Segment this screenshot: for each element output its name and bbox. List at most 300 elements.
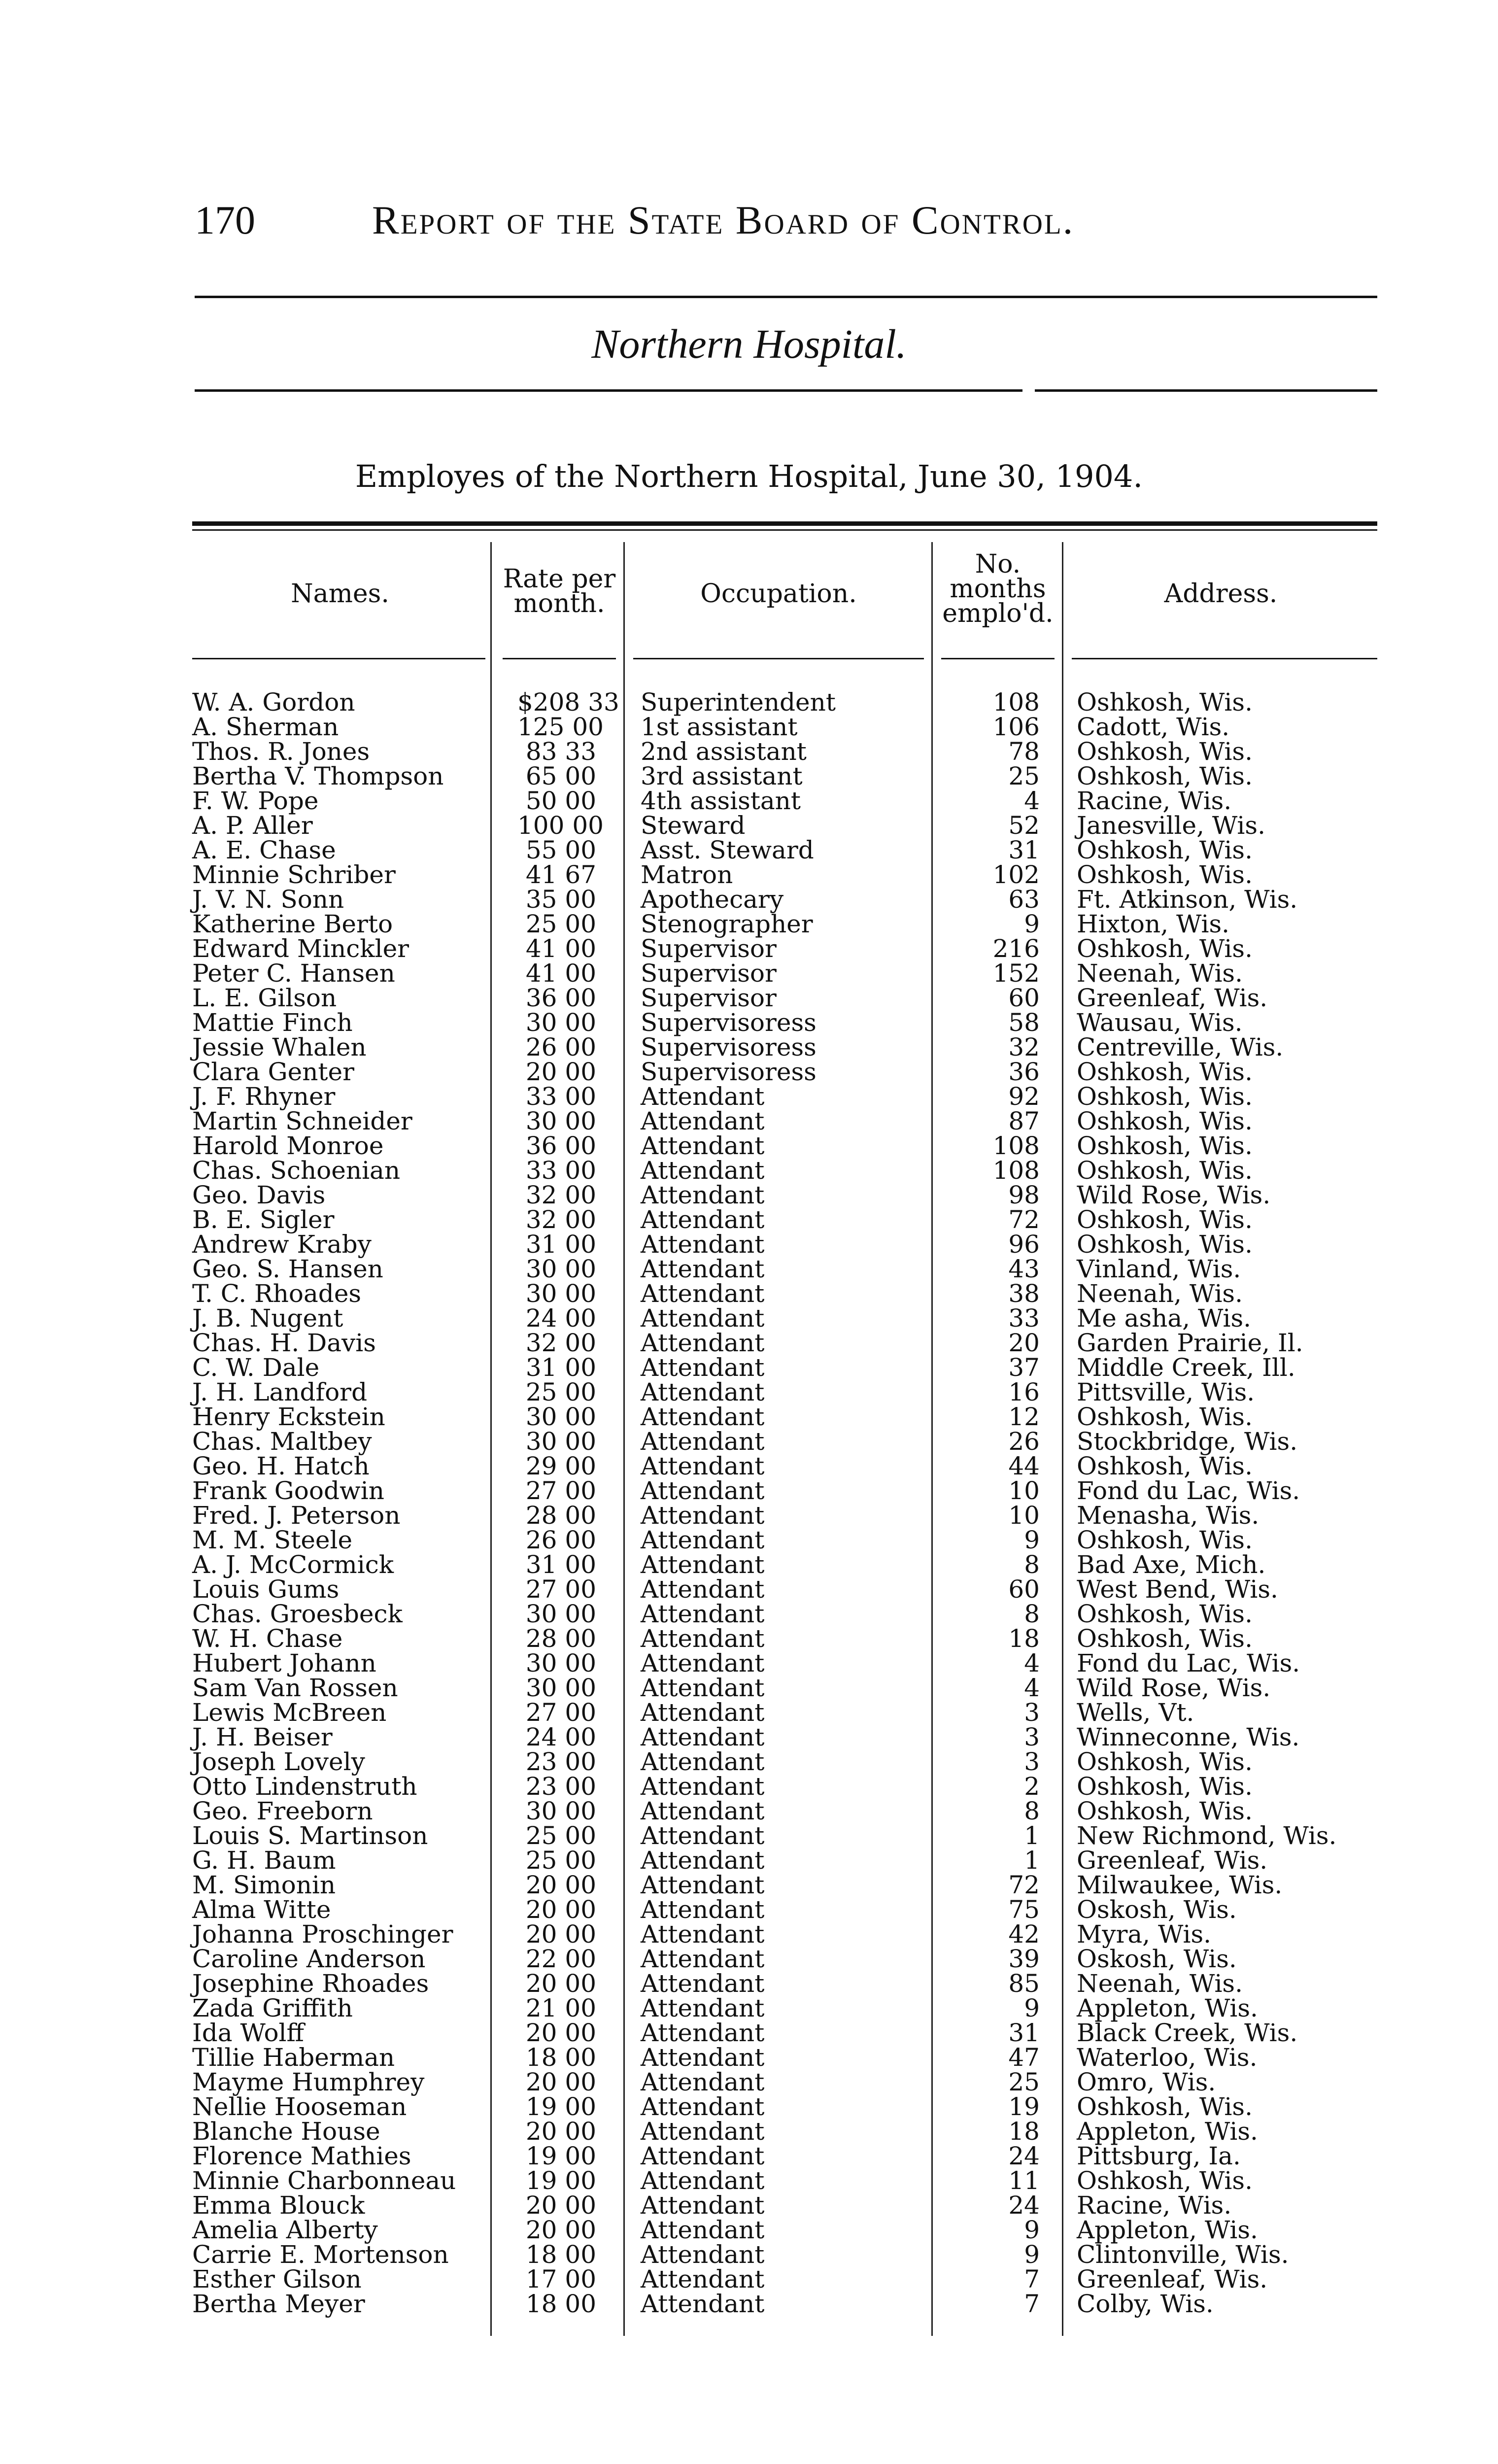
occupation: Attendant [641, 1846, 765, 1875]
occupation: Attendant [641, 1600, 765, 1628]
employee-name: Mattie Finch [192, 1008, 353, 1037]
occupation: Attendant [641, 1895, 765, 1924]
employee-name: Nellie Hooseman [192, 2092, 407, 2121]
table-row [0, 1281, 1498, 1306]
employee-name: Geo. Davis [192, 1181, 326, 1209]
monthly-rate: 20 00 [525, 2216, 596, 2244]
table-row [0, 986, 1498, 1010]
months-employed: 16 [1008, 1378, 1040, 1406]
employee-name: Zada Griffith [192, 1994, 353, 2022]
table-row [0, 2168, 1498, 2193]
address: Vinland, Wis. [1077, 1255, 1241, 1283]
header-bottom-rule [941, 658, 1055, 659]
address: Oshkosh, Wis. [1077, 1452, 1253, 1480]
table-row [0, 1873, 1498, 1897]
address: Milwaukee, Wis. [1077, 1871, 1283, 1899]
address: Cadott, Wis. [1077, 713, 1230, 741]
employee-name: Amelia Alberty [192, 2216, 378, 2244]
monthly-rate: 27 00 [525, 1575, 596, 1604]
months-employed: 96 [1008, 1230, 1040, 1259]
table-row [0, 1799, 1498, 1823]
employee-name: Bertha Meyer [192, 2290, 365, 2318]
employee-name: Jessie Whalen [192, 1033, 367, 1061]
monthly-rate: 25 00 [525, 1821, 596, 1850]
months-employed: 2 [1024, 1772, 1040, 1801]
months-employed: 9 [1024, 2240, 1040, 2269]
monthly-rate: 50 00 [525, 787, 596, 815]
months-employed: 60 [1008, 1575, 1040, 1604]
monthly-rate: 29 00 [525, 1452, 596, 1480]
monthly-rate: 36 00 [525, 1131, 596, 1160]
occupation: Attendant [641, 1945, 765, 1973]
employee-name: Minnie Schriber [192, 860, 396, 889]
months-employed: 38 [1008, 1279, 1040, 1308]
months-employed: 33 [1008, 1304, 1040, 1333]
occupation: Steward [641, 811, 746, 840]
table-row [0, 1774, 1498, 1799]
monthly-rate: 27 00 [525, 1476, 596, 1505]
employee-name: W. H. Chase [192, 1624, 343, 1653]
address: Myra, Wis. [1077, 1920, 1211, 1949]
table-row [0, 1084, 1498, 1109]
table-row [0, 1306, 1498, 1331]
months-employed: 10 [1008, 1501, 1040, 1530]
occupation: Attendant [641, 1994, 765, 2022]
months-employed: 72 [1008, 1871, 1040, 1899]
employee-name: Geo. H. Hatch [192, 1452, 370, 1480]
months-employed: 25 [1008, 2068, 1040, 2096]
table-row [0, 1060, 1498, 1084]
employee-name: Peter C. Hansen [192, 959, 395, 988]
occupation: Attendant [641, 1723, 765, 1751]
address: New Richmond, Wis. [1077, 1821, 1337, 1850]
monthly-rate: 20 00 [525, 1920, 596, 1949]
address: Bad Axe, Mich. [1077, 1550, 1266, 1579]
months-employed: 9 [1024, 1526, 1040, 1554]
table-row [0, 2119, 1498, 2144]
occupation: 1st assistant [641, 713, 798, 741]
occupation: Attendant [641, 1920, 765, 1949]
employee-name: C. W. Dale [192, 1353, 320, 1382]
months-employed: 87 [1008, 1107, 1040, 1135]
table-row [0, 1996, 1498, 2020]
monthly-rate: 31 00 [525, 1230, 596, 1259]
employee-name: F. W. Pope [192, 787, 319, 815]
employee-name: Louis S. Martinson [192, 1821, 428, 1850]
occupation: Attendant [641, 2166, 765, 2195]
page-header [195, 197, 1377, 256]
table-row [0, 961, 1498, 986]
employee-name: M. M. Steele [192, 1526, 353, 1554]
occupation: Attendant [641, 2019, 765, 2047]
employee-name: A. J. McCormick [192, 1550, 394, 1579]
months-employed: 108 [992, 688, 1040, 717]
occupation: Superintendent [641, 688, 836, 717]
monthly-rate: 20 00 [525, 1058, 596, 1086]
employee-name: Carrie E. Mortenson [192, 2240, 449, 2269]
employee-name: Florence Mathies [192, 2142, 411, 2170]
months-employed: 216 [992, 934, 1040, 963]
table-row [0, 1109, 1498, 1133]
occupation: Attendant [641, 2265, 765, 2293]
table-row [0, 1035, 1498, 1060]
employee-name: Alma Witte [192, 1895, 331, 1924]
table-row [0, 813, 1498, 838]
section-rule-left [195, 389, 1022, 392]
monthly-rate: 30 00 [525, 1674, 596, 1702]
monthly-rate: 18 00 [525, 2043, 596, 2072]
column-header-occupation: Occupation. [700, 579, 857, 609]
monthly-rate: 33 00 [525, 1082, 596, 1111]
table-row [0, 2045, 1498, 2070]
table-title: Employes of the Northern Hospital, June 30, 1904. [355, 458, 1143, 494]
monthly-rate: 28 00 [525, 1501, 596, 1530]
monthly-rate: 28 00 [525, 1624, 596, 1653]
occupation: Supervisor [641, 984, 777, 1012]
table-row [0, 690, 1498, 715]
header-bottom-rule [503, 658, 616, 659]
table-row [0, 1257, 1498, 1281]
employee-name: Johanna Proschinger [192, 1920, 453, 1949]
occupation: Attendant [641, 1772, 765, 1801]
months-employed: 4 [1024, 787, 1040, 815]
months-employed: 3 [1024, 1698, 1040, 1727]
occupation: Attendant [641, 1255, 765, 1283]
monthly-rate: 21 00 [525, 1994, 596, 2022]
table-top-rule-thin [192, 529, 1377, 531]
table-top-rule-thick [192, 521, 1377, 526]
occupation: Attendant [641, 1698, 765, 1727]
monthly-rate: 24 00 [525, 1723, 596, 1751]
monthly-rate: 41 67 [525, 860, 596, 889]
employee-name: Thos. R. Jones [192, 737, 370, 766]
monthly-rate: 41 00 [525, 959, 596, 988]
monthly-rate: 30 00 [525, 1649, 596, 1677]
occupation: Attendant [641, 1476, 765, 1505]
occupation: Attendant [641, 1501, 765, 1530]
employee-name: Chas. H. Davis [192, 1329, 376, 1357]
monthly-rate: 19 00 [525, 2142, 596, 2170]
months-employed: 39 [1008, 1945, 1040, 1973]
months-employed: 102 [992, 860, 1040, 889]
months-employed: 8 [1024, 1600, 1040, 1628]
header-rule [195, 296, 1377, 298]
monthly-rate: 17 00 [525, 2265, 596, 2293]
occupation: Attendant [641, 2117, 765, 2146]
employee-name: L. E. Gilson [192, 984, 337, 1012]
table-row [0, 2218, 1498, 2242]
occupation: Supervisoress [641, 1008, 817, 1037]
header-bottom-rule [192, 658, 485, 659]
header-bottom-rule [633, 658, 924, 659]
employee-name: Louis Gums [192, 1575, 340, 1604]
employee-name: Fred. J. Peterson [192, 1501, 401, 1530]
employee-name: Tillie Haberman [192, 2043, 395, 2072]
months-employed: 47 [1008, 2043, 1040, 2072]
occupation: Attendant [641, 2290, 765, 2318]
monthly-rate: 32 00 [525, 1329, 596, 1357]
months-employed: 43 [1008, 1255, 1040, 1283]
monthly-rate: 36 00 [525, 984, 596, 1012]
employee-name: M. Simonin [192, 1871, 336, 1899]
address: Oskosh, Wis. [1077, 1945, 1237, 1973]
table-row [0, 936, 1498, 961]
months-employed: 32 [1008, 1033, 1040, 1061]
page-number: 170 [195, 198, 255, 242]
occupation: Attendant [641, 1452, 765, 1480]
table-row [0, 2292, 1498, 2316]
table-row [0, 715, 1498, 739]
address: Menasha, Wis. [1077, 1501, 1260, 1530]
months-employed: 26 [1008, 1427, 1040, 1456]
table-row [0, 2070, 1498, 2094]
monthly-rate: 26 00 [525, 1526, 596, 1554]
monthly-rate: 20 00 [525, 2191, 596, 2220]
address: Racine, Wis. [1077, 787, 1232, 815]
address: Neenah, Wis. [1077, 1969, 1243, 1998]
address: Wells, Vt. [1077, 1698, 1194, 1727]
section-title: Northern Hospital. [591, 321, 907, 367]
address: Oshkosh, Wis. [1077, 1403, 1253, 1431]
employee-name: Bertha V. Thompson [192, 762, 444, 790]
table-row [0, 1158, 1498, 1183]
monthly-rate: 20 00 [525, 2117, 596, 2146]
table-row [0, 2267, 1498, 2292]
occupation: Attendant [641, 2240, 765, 2269]
address: Neenah, Wis. [1077, 1279, 1243, 1308]
monthly-rate: 20 00 [525, 1895, 596, 1924]
months-employed: 25 [1008, 762, 1040, 790]
table-row [0, 1651, 1498, 1676]
employee-name: Frank Goodwin [192, 1476, 384, 1505]
column-header-address: Address. [1164, 579, 1278, 609]
address: Oshkosh, Wis. [1077, 1624, 1253, 1653]
occupation: Attendant [641, 1797, 765, 1825]
table-row [0, 1404, 1498, 1429]
monthly-rate: 20 00 [525, 1871, 596, 1899]
address: West Bend, Wis. [1077, 1575, 1278, 1604]
monthly-rate: 23 00 [525, 1772, 596, 1801]
table-row [0, 1503, 1498, 1528]
occupation: Attendant [641, 1329, 765, 1357]
months-employed: 7 [1024, 2290, 1040, 2318]
occupation: Attendant [641, 1674, 765, 1702]
months-employed: 108 [992, 1131, 1040, 1160]
monthly-rate: 20 00 [525, 1969, 596, 1998]
table-row [0, 838, 1498, 862]
months-employed: 60 [1008, 984, 1040, 1012]
table-row [0, 1700, 1498, 1725]
employee-name: Henry Eckstein [192, 1403, 385, 1431]
months-employed: 78 [1008, 737, 1040, 766]
table-row [0, 1676, 1498, 1700]
monthly-rate: 27 00 [525, 1698, 596, 1727]
occupation: Attendant [641, 1403, 765, 1431]
occupation: Supervisoress [641, 1033, 817, 1061]
months-employed: 58 [1008, 1008, 1040, 1037]
address: Oshkosh, Wis. [1077, 1797, 1253, 1825]
occupation: 2nd assistant [641, 737, 807, 766]
table-row [0, 862, 1498, 887]
months-employed: 10 [1008, 1476, 1040, 1505]
months-employed: 36 [1008, 1058, 1040, 1086]
monthly-rate: 33 00 [525, 1156, 596, 1185]
occupation: Attendant [641, 2216, 765, 2244]
address: Neenah, Wis. [1077, 959, 1243, 988]
occupation: Attendant [641, 1649, 765, 1677]
occupation: Attendant [641, 1526, 765, 1554]
employee-name: J. F. Rhyner [192, 1082, 336, 1111]
employee-name: Minnie Charbonneau [192, 2166, 456, 2195]
address: Oshkosh, Wis. [1077, 1772, 1253, 1801]
table-row [0, 1897, 1498, 1922]
months-employed: 11 [1008, 2166, 1040, 2195]
section-rule-right [1035, 389, 1377, 392]
months-employed: 108 [992, 1156, 1040, 1185]
occupation: Attendant [641, 1427, 765, 1456]
table-row [0, 1823, 1498, 1848]
table-row [0, 1183, 1498, 1207]
monthly-rate: 24 00 [525, 1304, 596, 1333]
occupation: Stenographer [641, 910, 813, 938]
employee-name: Martin Schneider [192, 1107, 412, 1135]
employee-name: Lewis McBreen [192, 1698, 387, 1727]
employee-name: Joseph Lovely [192, 1747, 365, 1776]
address: Black Creek, Wis. [1077, 2019, 1298, 2047]
address: Oshkosh, Wis. [1077, 1107, 1253, 1135]
address: Garden Prairie, Il. [1077, 1329, 1303, 1357]
address: Centreville, Wis. [1077, 1033, 1284, 1061]
employee-name: A. P. Aller [192, 811, 313, 840]
table-row [0, 2144, 1498, 2168]
address: Appleton, Wis. [1077, 2117, 1258, 2146]
months-employed: 98 [1008, 1181, 1040, 1209]
table-row [0, 1355, 1498, 1380]
months-employed: 20 [1008, 1329, 1040, 1357]
months-employed: 3 [1024, 1747, 1040, 1776]
occupation: Attendant [641, 1353, 765, 1382]
employee-name: Harold Monroe [192, 1131, 384, 1160]
occupation: Attendant [641, 1624, 765, 1653]
employee-name: A. Sherman [192, 713, 339, 741]
occupation: Attendant [641, 1550, 765, 1579]
employee-name: Edward Minckler [192, 934, 409, 963]
months-employed: 4 [1024, 1674, 1040, 1702]
occupation: Matron [641, 860, 733, 889]
monthly-rate: 18 00 [525, 2240, 596, 2269]
months-employed: 7 [1024, 2265, 1040, 2293]
months-employed: 3 [1024, 1723, 1040, 1751]
address: Wausau, Wis. [1077, 1008, 1243, 1037]
monthly-rate: 19 00 [525, 2092, 596, 2121]
header-bottom-rule [1072, 658, 1377, 659]
occupation: Apothecary [641, 885, 784, 914]
address: Stockbridge, Wis. [1077, 1427, 1298, 1456]
months-employed: 9 [1024, 2216, 1040, 2244]
address: Oshkosh, Wis. [1077, 1156, 1253, 1185]
table-row [0, 2242, 1498, 2267]
employee-name: J. B. Nugent [192, 1304, 343, 1333]
table-row [0, 739, 1498, 764]
employee-name: Katherine Berto [192, 910, 393, 938]
address: Oshkosh, Wis. [1077, 1526, 1253, 1554]
employee-name: J. H. Beiser [192, 1723, 333, 1751]
table-row [0, 764, 1498, 788]
table-row [0, 1528, 1498, 1552]
months-employed: 9 [1024, 910, 1040, 938]
address: Janesville, Wis. [1077, 811, 1265, 840]
address: Ft. Atkinson, Wis. [1077, 885, 1298, 914]
employee-name: J. V. N. Sonn [192, 885, 344, 914]
employee-name: Caroline Anderson [192, 1945, 426, 1973]
table-row [0, 1454, 1498, 1478]
occupation: 4th assistant [641, 787, 801, 815]
table-row [0, 1331, 1498, 1355]
employee-name: Sam Van Rossen [192, 1674, 398, 1702]
monthly-rate: 83 33 [525, 737, 596, 766]
months-employed: 4 [1024, 1649, 1040, 1677]
employee-name: Geo. S. Hansen [192, 1255, 383, 1283]
monthly-rate: 30 00 [525, 1403, 596, 1431]
employee-name: Emma Blouck [192, 2191, 365, 2220]
employee-name: A. E. Chase [192, 836, 336, 864]
occupation: Attendant [641, 2068, 765, 2096]
address: Oshkosh, Wis. [1077, 2166, 1253, 2195]
monthly-rate: 23 00 [525, 1747, 596, 1776]
table-row [0, 1429, 1498, 1454]
employee-name: Esther Gilson [192, 2265, 362, 2293]
occupation: Attendant [641, 1131, 765, 1160]
months-employed: 42 [1008, 1920, 1040, 1949]
months-employed: 72 [1008, 1205, 1040, 1234]
occupation: Attendant [641, 1871, 765, 1899]
address: Omro, Wis. [1077, 2068, 1216, 2096]
monthly-rate: 30 00 [525, 1008, 596, 1037]
employee-name: G. H. Baum [192, 1846, 336, 1875]
address: Winneconne, Wis. [1077, 1723, 1300, 1751]
report-title: Report of the State Board of Control. [372, 198, 1075, 242]
occupation: Attendant [641, 2092, 765, 2121]
employee-name: Geo. Freeborn [192, 1797, 373, 1825]
table-row [0, 1947, 1498, 1971]
monthly-rate: 55 00 [525, 836, 596, 864]
monthly-rate: 30 00 [525, 1427, 596, 1456]
monthly-rate: 35 00 [525, 885, 596, 914]
column-header-names: Names. [291, 579, 389, 609]
address: Wild Rose, Wis. [1077, 1181, 1271, 1209]
monthly-rate: 31 00 [525, 1353, 596, 1382]
table-row [0, 1626, 1498, 1651]
months-employed: 31 [1008, 2019, 1040, 2047]
address: Oshkosh, Wis. [1077, 688, 1253, 717]
address: Waterloo, Wis. [1077, 2043, 1258, 2072]
table-row [0, 1232, 1498, 1257]
address: Pittsburg, Ia. [1077, 2142, 1241, 2170]
employee-name: W. A. Gordon [192, 688, 355, 717]
address: Oshkosh, Wis. [1077, 2092, 1253, 2121]
monthly-rate: 26 00 [525, 1033, 596, 1061]
column-header-months: No. months emplo'd. [942, 549, 1054, 628]
address: Racine, Wis. [1077, 2191, 1232, 2220]
occupation: Attendant [641, 1205, 765, 1234]
address: Oshkosh, Wis. [1077, 1600, 1253, 1628]
employee-name: Josephine Rhoades [192, 1969, 429, 1998]
months-employed: 1 [1024, 1821, 1040, 1850]
months-employed: 152 [992, 959, 1040, 988]
employee-name: B. E. Sigler [192, 1205, 335, 1234]
occupation: Attendant [641, 1082, 765, 1111]
monthly-rate: 20 00 [525, 2068, 596, 2096]
